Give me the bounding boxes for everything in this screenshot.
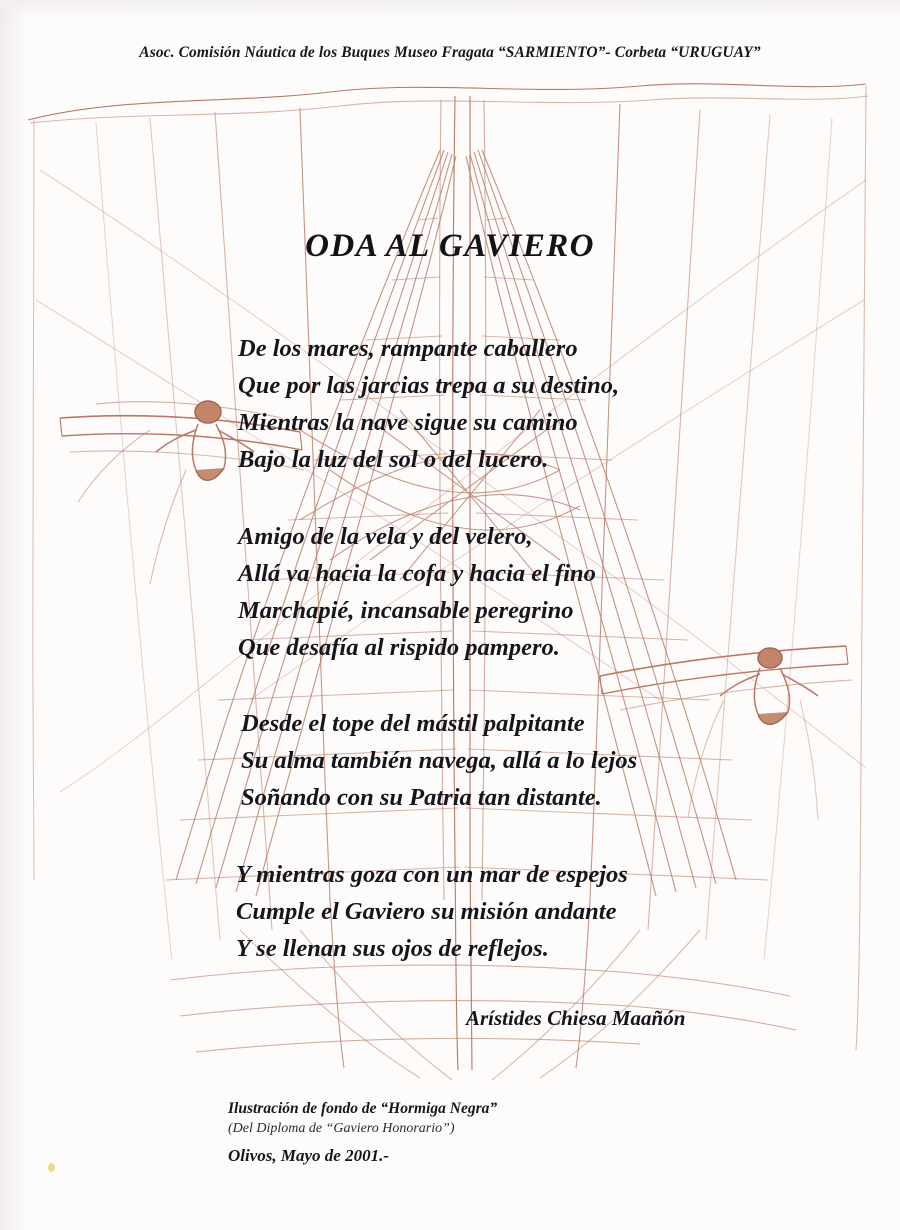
poem-stanza bbox=[238, 518, 596, 666]
diploma-note: (Del Diploma de “Gaviero Honorario”) bbox=[228, 1121, 455, 1136]
poem-line: Su alma también navega, allá a lo lejos bbox=[241, 747, 638, 774]
poem-line: De los mares, rampante caballero bbox=[238, 335, 578, 362]
poem-line: Y se llenan sus ojos de reflejos. bbox=[236, 935, 549, 962]
page-title: ODA AL GAVIERO bbox=[305, 228, 595, 264]
poem-line: Allá va hacia la cofa y hacia el fino bbox=[238, 560, 596, 587]
poem-stanza bbox=[241, 705, 637, 816]
poem-line: Marchapié, incansable peregrino bbox=[238, 597, 574, 624]
poem-author: Arístides Chiesa Maañón bbox=[466, 1006, 686, 1030]
poem-line: Que por las jarcias trepa a su destino, bbox=[238, 372, 620, 399]
poem-line: Bajo la luz del sol o del lucero. bbox=[238, 446, 549, 473]
scan-artifact-speck bbox=[48, 1163, 55, 1172]
poem-line: Cumple el Gaviero su misión andante bbox=[236, 898, 617, 925]
footnote-block bbox=[228, 1098, 497, 1167]
poem-stanza bbox=[238, 330, 619, 478]
association-title: Asoc. Comisión Náutica de los Buques Museo Fragata “SARMIENTO”- Corbeta “URUGUAY” bbox=[139, 44, 761, 61]
poem-stanza bbox=[236, 856, 628, 967]
poem-line: Mientras la nave sigue su camino bbox=[238, 409, 578, 436]
poem-line: Desde el tope del mástil palpitante bbox=[241, 710, 585, 737]
poem-line: Soñando con su Patria tan distante. bbox=[241, 784, 602, 811]
place-date: Olivos, Mayo de 2001.- bbox=[228, 1146, 390, 1165]
poem-line: Que desafía al rispido pampero. bbox=[238, 634, 560, 661]
poem-line: Y mientras goza con un mar de espejos bbox=[236, 861, 628, 888]
illustration-credit: Ilustración de fondo de “Hormiga Negra” bbox=[228, 1100, 498, 1117]
poem-line: Amigo de la vela y del velero, bbox=[238, 523, 533, 550]
document-header bbox=[0, 44, 900, 62]
